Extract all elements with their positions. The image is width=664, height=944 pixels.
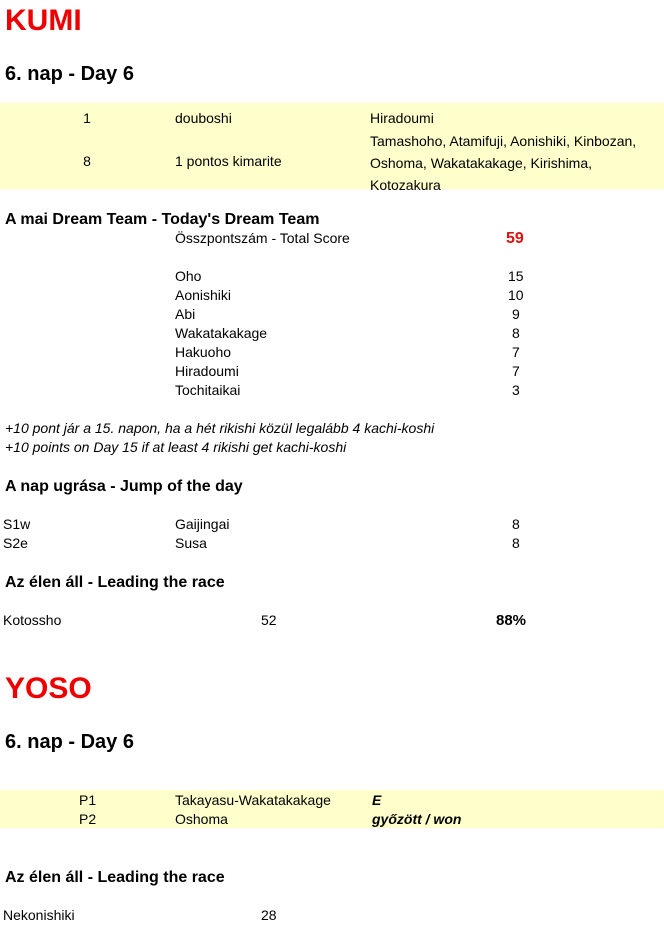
kumi-row-type: douboshi — [175, 110, 232, 126]
yoso-row-result: E — [372, 792, 382, 808]
kumi-leader-points: 52 — [261, 612, 277, 628]
dream-team-member-name: Oho — [175, 268, 202, 284]
dream-team-note-en: +10 points on Day 15 if at least 4 rikishi get kachi-koshi — [5, 439, 347, 455]
total-score-value: 59 — [506, 230, 524, 247]
dream-team-member-points: 9 — [512, 306, 520, 322]
yoso-row-bout: Takayasu-Wakatakakage — [175, 792, 331, 808]
kumi-title: KUMI — [5, 4, 82, 37]
dream-team-member-name: Tochitaikai — [175, 382, 241, 398]
yoso-row-bout: Oshoma — [175, 811, 228, 827]
yoso-results-band — [0, 790, 664, 828]
yoso-leader-name: Nekonishiki — [3, 907, 75, 923]
dream-team-note-hu: +10 pont jár a 15. napon, ha a hét rikishi közül legalább 4 kachi-koshi — [5, 420, 435, 436]
dream-team-member-name: Aonishiki — [175, 287, 232, 303]
jump-rank: S2e — [3, 535, 28, 551]
kumi-leading-heading: Az élen áll - Leading the race — [5, 574, 225, 591]
yoso-row-code: P1 — [79, 792, 97, 808]
yoso-leading-heading: Az élen áll - Leading the race — [5, 869, 225, 886]
kumi-leader-percent: 88% — [496, 612, 527, 629]
kumi-row-count: 8 — [83, 153, 91, 169]
jump-heading: A nap ugrása - Jump of the day — [5, 478, 243, 495]
dream-team-member-name: Hakuoho — [175, 344, 232, 360]
yoso-leader-points: 28 — [261, 907, 277, 923]
dream-team-member-points: 7 — [512, 363, 520, 379]
kumi-leader-name: Kotossho — [3, 612, 62, 628]
kumi-row-count: 1 — [83, 110, 91, 126]
yoso-day-heading: 6. nap - Day 6 — [5, 731, 134, 753]
jump-value: 8 — [512, 516, 520, 532]
total-score-label: Összpontszám - Total Score — [175, 230, 350, 246]
dream-team-member-points: 8 — [512, 325, 520, 341]
jump-name: Susa — [175, 535, 207, 551]
kumi-row-names: Tamashoho, Atamifuji, Aonishiki, Kinbozan, Oshoma, Wakatakakage, Kirishima, Kotozakura — [370, 133, 637, 193]
yoso-row-code: P2 — [79, 811, 97, 827]
jump-rank: S1w — [3, 516, 31, 532]
dream-team-heading: A mai Dream Team - Today's Dream Team — [5, 211, 320, 228]
dream-team-member-name: Wakatakakage — [175, 325, 268, 341]
yoso-title: YOSO — [5, 672, 92, 705]
yoso-row-result: győzött / won — [372, 811, 462, 827]
kumi-day-heading: 6. nap - Day 6 — [5, 63, 134, 85]
jump-name: Gaijingai — [175, 516, 230, 532]
jump-value: 8 — [512, 535, 520, 551]
dream-team-member-points: 15 — [508, 268, 524, 284]
dream-team-member-points: 10 — [508, 287, 524, 303]
dream-team-member-points: 7 — [512, 344, 520, 360]
kumi-row-type: 1 pontos kimarite — [175, 153, 282, 169]
dream-team-member-name: Abi — [175, 306, 196, 322]
kumi-row-names: Hiradoumi — [370, 110, 434, 126]
dream-team-member-name: Hiradoumi — [175, 363, 239, 379]
dream-team-member-points: 3 — [512, 382, 520, 398]
